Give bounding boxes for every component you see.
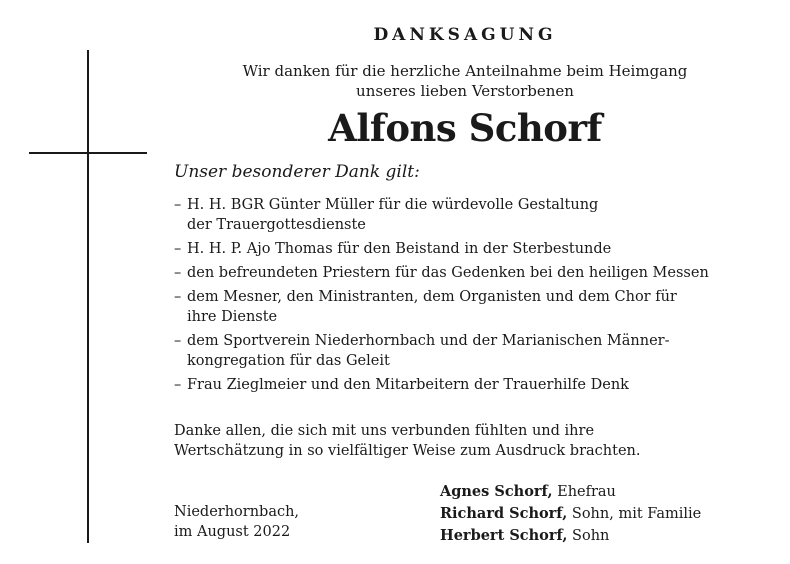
intro-line-1: Wir danken für die herzliche Anteilnahme beim Heimgang xyxy=(242,62,688,80)
thanks-item-line: – H. H. BGR Günter Müller für die würdevolle Gestaltung xyxy=(187,197,599,213)
cross-vertical-bar xyxy=(87,50,89,543)
special-thanks-heading: Unser besonderer Dank gilt: xyxy=(174,162,420,182)
thanks-item-line: kongregation für das Geleit xyxy=(187,353,390,369)
intro-line-2: unseres lieben Verstorbenen xyxy=(356,82,574,100)
closing-line-2: Wertschätzung in so vielfältiger Weise zum Ausdruck brachten. xyxy=(174,443,641,459)
thanks-item-line: – den befreundeten Priestern für das Gedenken bei den heiligen Messen xyxy=(187,265,709,281)
signatories xyxy=(440,481,701,547)
closing-line-1: Danke allen, die sich mit uns verbunden fühlten und ihre xyxy=(174,423,595,439)
thanks-item xyxy=(174,375,774,395)
thanks-item-line: – dem Sportverein Niederhornbach und der Marianischen Männer- xyxy=(187,333,670,349)
signatory-relation: Sohn, mit Familie xyxy=(567,506,702,522)
thanks-item-line: – Frau Zieglmeier und den Mitarbeitern der Trauerhilfe Denk xyxy=(187,377,629,393)
thanks-item-line: – dem Mesner, den Ministranten, dem Organisten und dem Chor für xyxy=(187,289,677,305)
signatory-relation: Sohn xyxy=(567,528,610,544)
place-date xyxy=(174,502,299,542)
signatory xyxy=(440,481,701,503)
thanks-item xyxy=(174,195,774,235)
heading: DANKSAGUNG xyxy=(373,25,557,45)
thanks-item xyxy=(174,239,774,259)
thanks-item-line: – H. H. P. Ajo Thomas für den Beistand in der Sterbestunde xyxy=(187,241,612,257)
closing-text xyxy=(174,421,754,461)
signatory-name: Agnes Schorf, xyxy=(440,483,553,500)
thanks-item xyxy=(174,331,774,371)
date: im August 2022 xyxy=(174,524,291,540)
signatory-relation: Ehefrau xyxy=(552,484,616,500)
thanks-item xyxy=(174,263,774,283)
place: Niederhornbach, xyxy=(174,504,300,520)
signatory-name: Richard Schorf, xyxy=(440,505,568,522)
signatory-name: Herbert Schorf, xyxy=(440,527,568,544)
thanks-item xyxy=(174,287,774,327)
thanks-list xyxy=(174,195,774,399)
signatory xyxy=(440,503,701,525)
signatory xyxy=(440,525,701,547)
thanks-item-line: der Trauergottesdienste xyxy=(187,217,366,233)
cross-horizontal-bar xyxy=(29,152,147,154)
thanks-item-line: ihre Dienste xyxy=(187,309,278,325)
deceased-name: Alfons Schorf xyxy=(328,106,602,150)
